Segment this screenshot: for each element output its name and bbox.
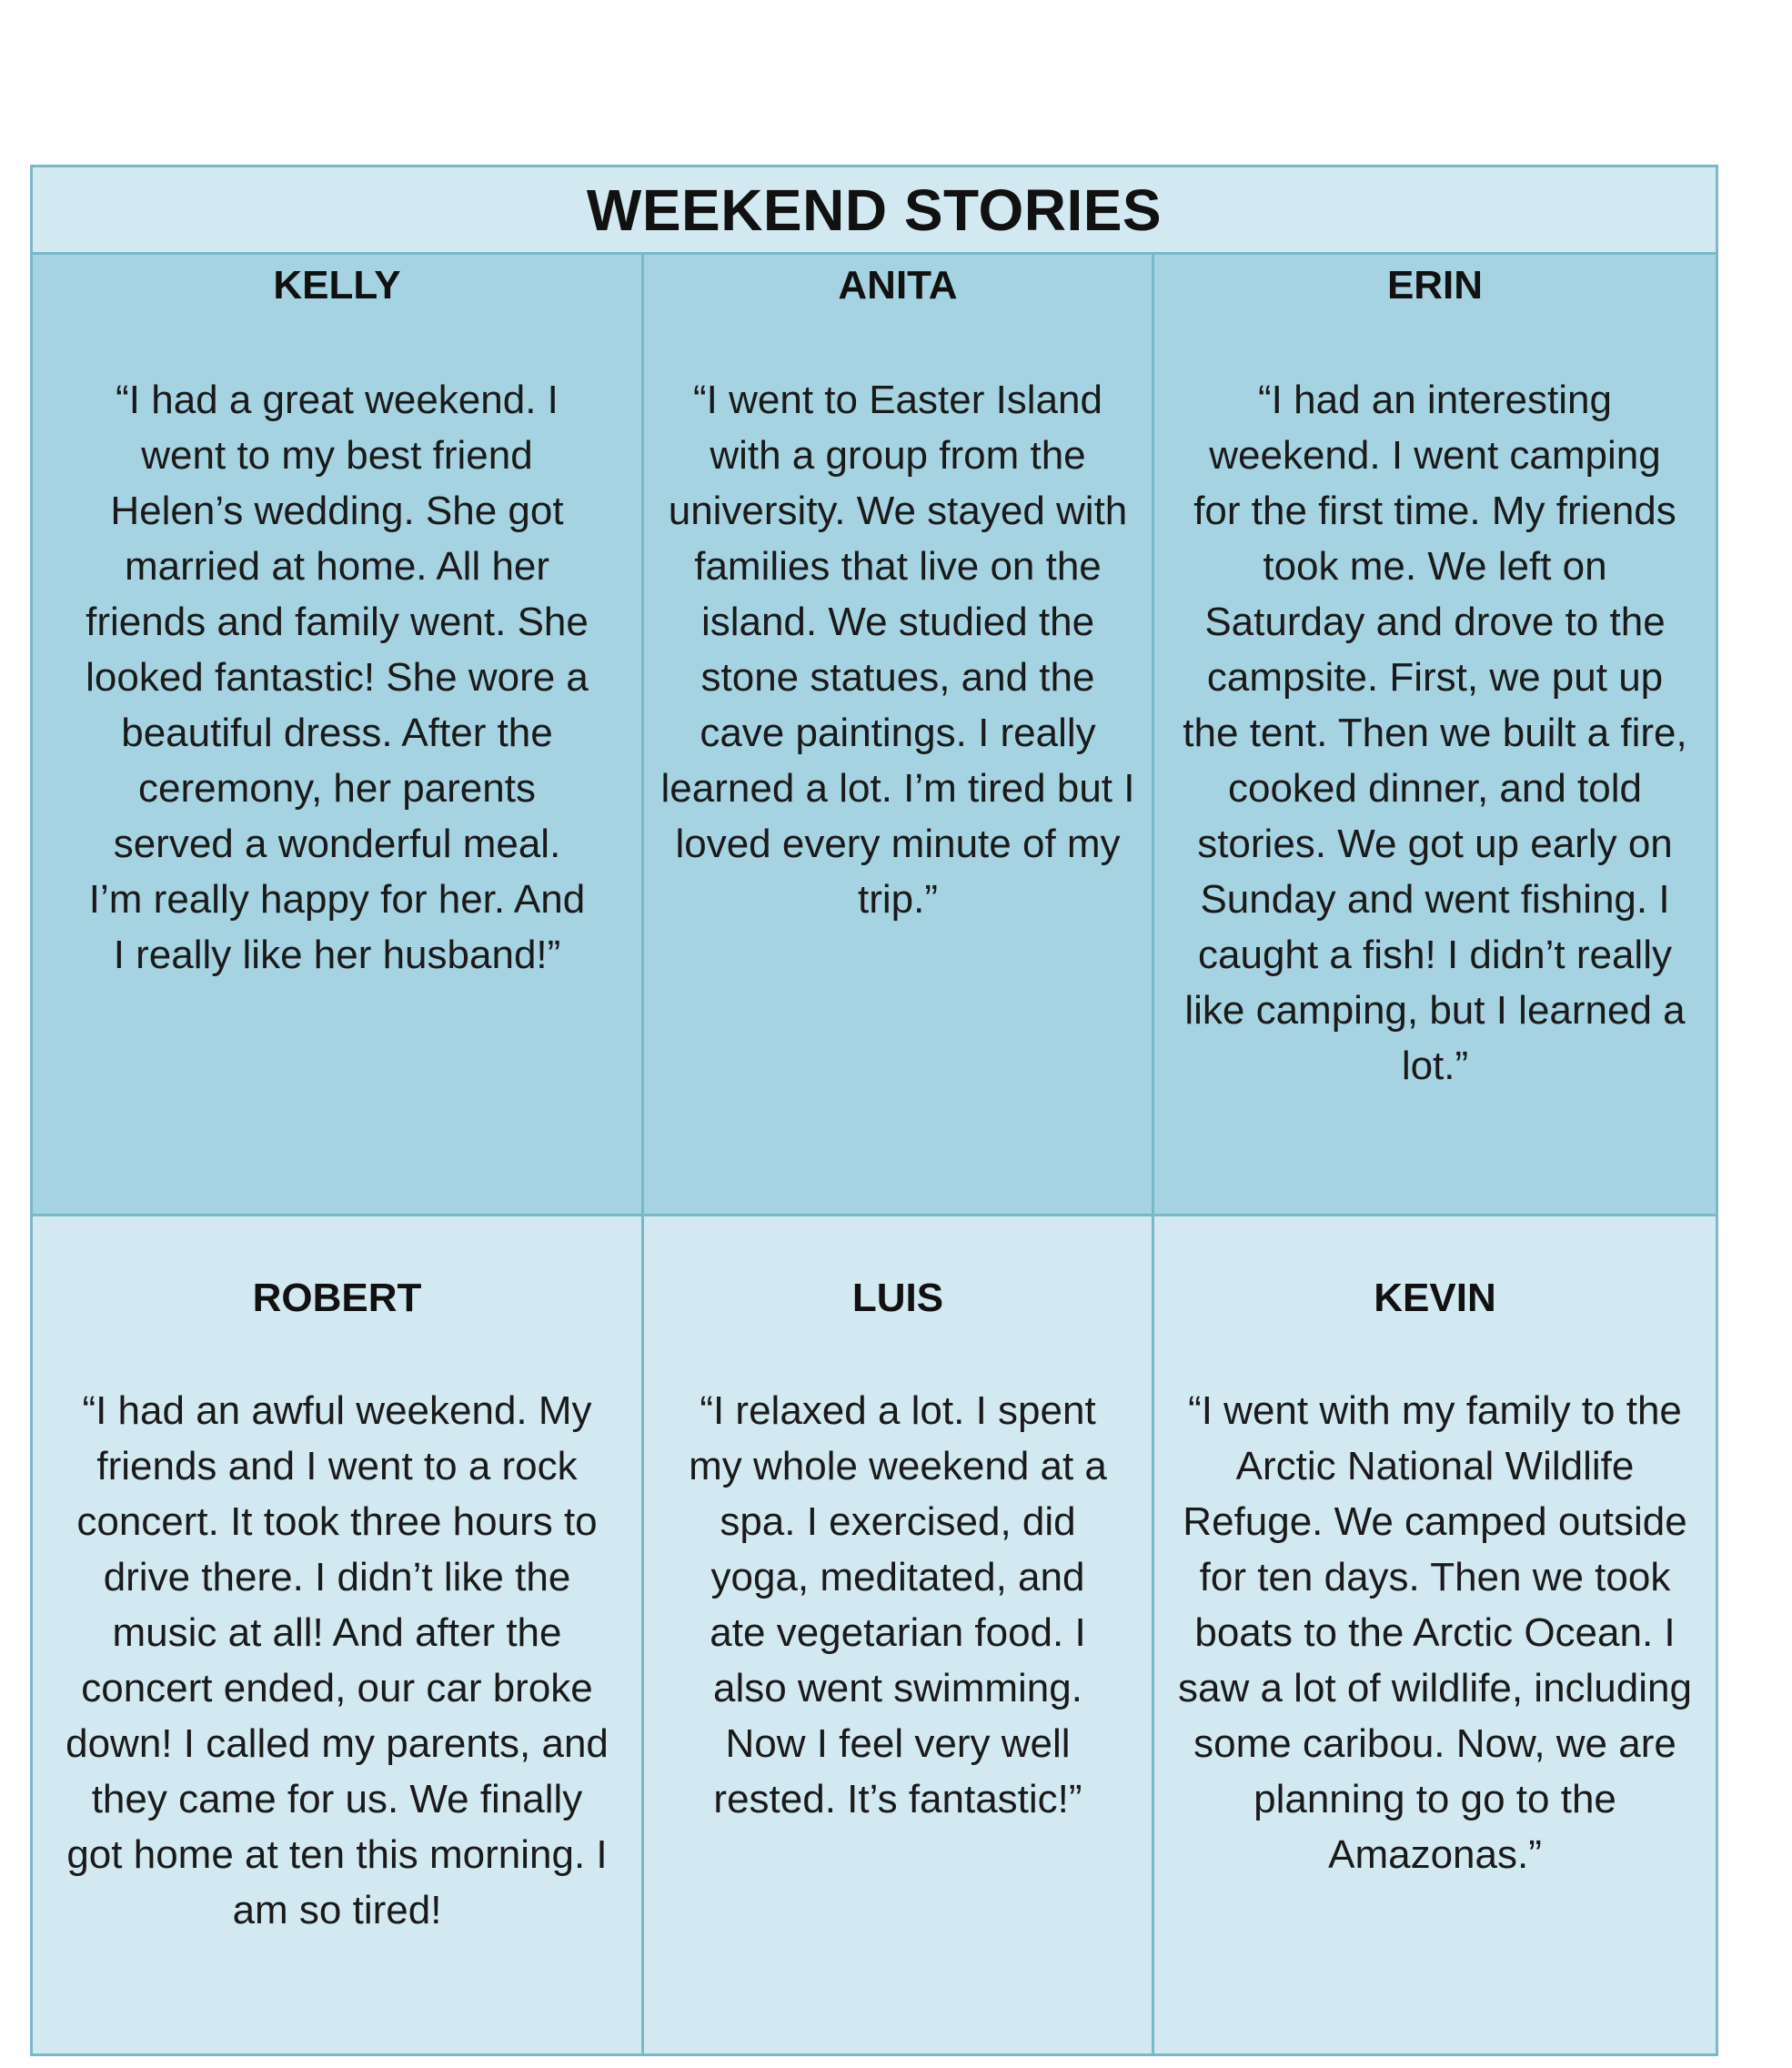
- story-name: ERIN: [1386, 263, 1484, 308]
- story-name: ROBERT: [252, 1276, 422, 1320]
- story-quote: “I had a great weekend. I went to my best friend Helen’s wedding. She got married at home. All her friends and family went. She looked fantastic! She wore a beautiful dress. After the ceremony, her parents served a wonderful meal. I’m really happy for her. And I really like her husband!”: [86, 378, 589, 977]
- table-header: [33, 167, 1716, 255]
- story-quote: “I went to Easter Island with a group from the university. We stayed with families that live on the island. We studied the stone statues, and the cave paintings. I really learned a lot. I’m tired but I loved every minute of my trip.”: [660, 378, 1135, 922]
- story-cell-robert: [33, 1216, 644, 2053]
- page-title: WEEKEND STORIES: [586, 177, 1163, 243]
- story-quote: “I had an awful weekend. My friends and I went to a rock concert. It took three hours to drive there. I didn’t like the music at all! And after the concert ended, our car broke down! I called my parents, and they came for us. We finally got home at ten this morning. I am so tired!: [65, 1388, 609, 1932]
- story-cell-anita: [644, 255, 1154, 1214]
- story-row-bottom: [33, 1216, 1716, 2053]
- story-cell-luis: [644, 1216, 1154, 2053]
- story-quote: “I had an interesting weekend. I went camping for the first time. My friends took me. We left on Saturday and drove to the campsite. First, we put up the tent. Then we built a fire, cooked dinner, and told stories. We got up early on Sunday and went fishing. I caught a fish! I didn’t really like camping, but I learned a lot.”: [1183, 378, 1687, 1088]
- story-name: KELLY: [273, 263, 401, 308]
- story-cell-kelly: [33, 255, 644, 1214]
- story-cell-kevin: [1154, 1216, 1716, 2053]
- story-quote: “I relaxed a lot. I spent my whole weekend at a spa. I exercised, did yoga, meditated, and ate vegetarian food. I also went swimming. Now I feel very well rested. It’s fantastic!”: [689, 1388, 1107, 1821]
- story-name: LUIS: [851, 1276, 944, 1320]
- story-quote: “I went with my family to the Arctic National Wildlife Refuge. We camped outside for ten days. Then we took boats to the Arctic Ocean. I saw a lot of wildlife, including some caribou. Now, we are planning to go to the Amazonas.”: [1178, 1388, 1692, 1877]
- story-row-top: [33, 255, 1716, 1216]
- story-cell-erin: [1154, 255, 1716, 1214]
- story-name: KEVIN: [1374, 1276, 1496, 1320]
- story-name: ANITA: [838, 263, 958, 308]
- weekend-stories-table: [30, 165, 1718, 2056]
